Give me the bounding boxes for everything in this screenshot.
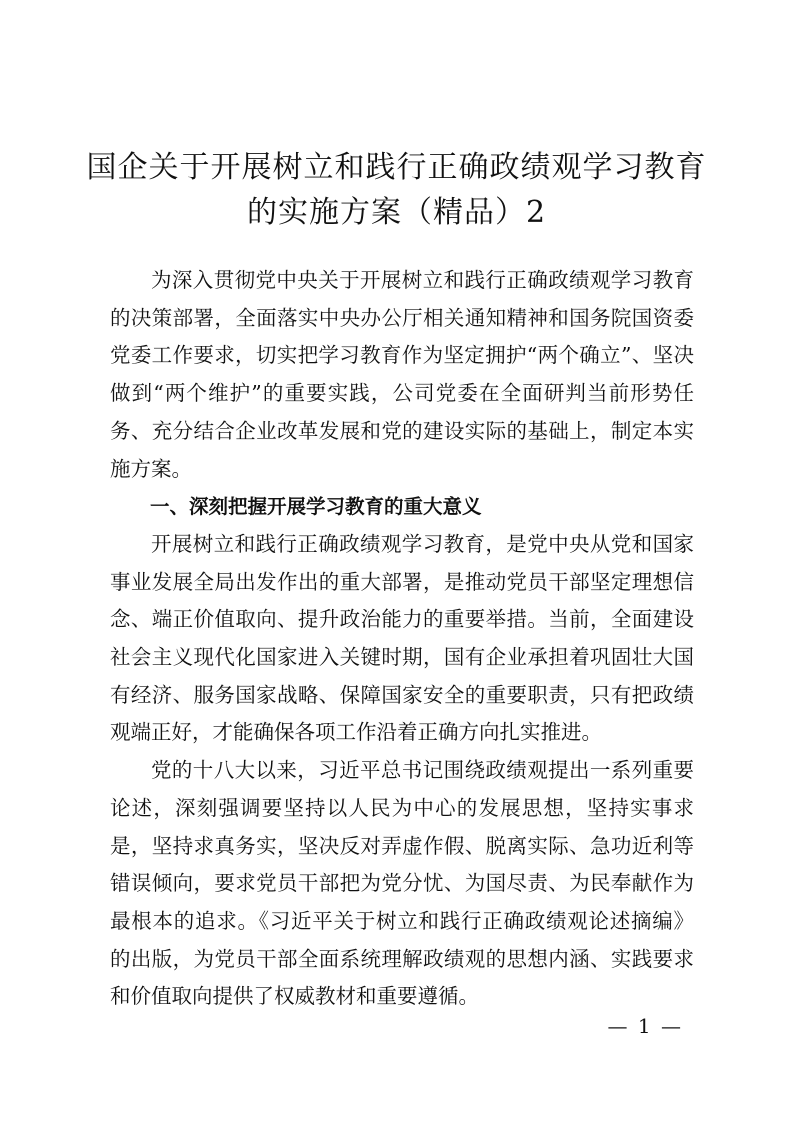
document-title-line-1: 国企关于开展树立和践行正确政绩观学习教育	[86, 150, 707, 185]
document-title-line-2: 的实施方案（精品）2	[246, 195, 547, 230]
page-number: — 1 —	[607, 1014, 683, 1038]
section-heading: 一、深刻把握开展学习教育的重大意义	[150, 495, 482, 519]
section-paragraph-1: 开展树立和践行正确政绩观学习教育，是党中央从党和国家事业发展全局出发作出的重大部署，是推动党员干部坚定理想信念、端正价值取向、提升政治能力的重要举措。当前，全面建设社会主义现代化国家进入关键时期，国有企业承担着巩固壮大国有经济、服务国家战略、保障国家安全的重要职责，只有把政绩观端正好，才能确保各项工作沿着正确方向扎实推进。	[110, 531, 694, 745]
section-paragraph-2: 党的十八大以来，习近平总书记围绕政绩观提出一系列重要论述，深刻强调要坚持以人民为中心的发展思想，坚持实事求是，坚持求真务实，坚决反对弄虚作假、脱离实际、急功近利等错误倾向，要求党员干部把为党分忧、为国尽责、为民奉献作为最根本的追求。《习近平关于树立和践行正确政绩观论述摘编》的出版，为党员干部全面系统理解政绩观的思想内涵、实践要求和价值取向提供了权威教材和重要遵循。	[110, 758, 694, 1009]
document-body	[110, 262, 694, 1016]
intro-paragraph: 为深入贯彻党中央关于开展树立和践行正确政绩观学习教育的决策部署，全面落实中央办公厅相关通知精神和国务院国资委党委工作要求，切实把学习教育作为坚定拥护“两个确立”、坚决做到“两个维护”的重要实践，公司党委在全面研判当前形势任务、充分结合企业改革发展和党的建设实际的基础上，制定本实施方案。	[110, 268, 694, 481]
